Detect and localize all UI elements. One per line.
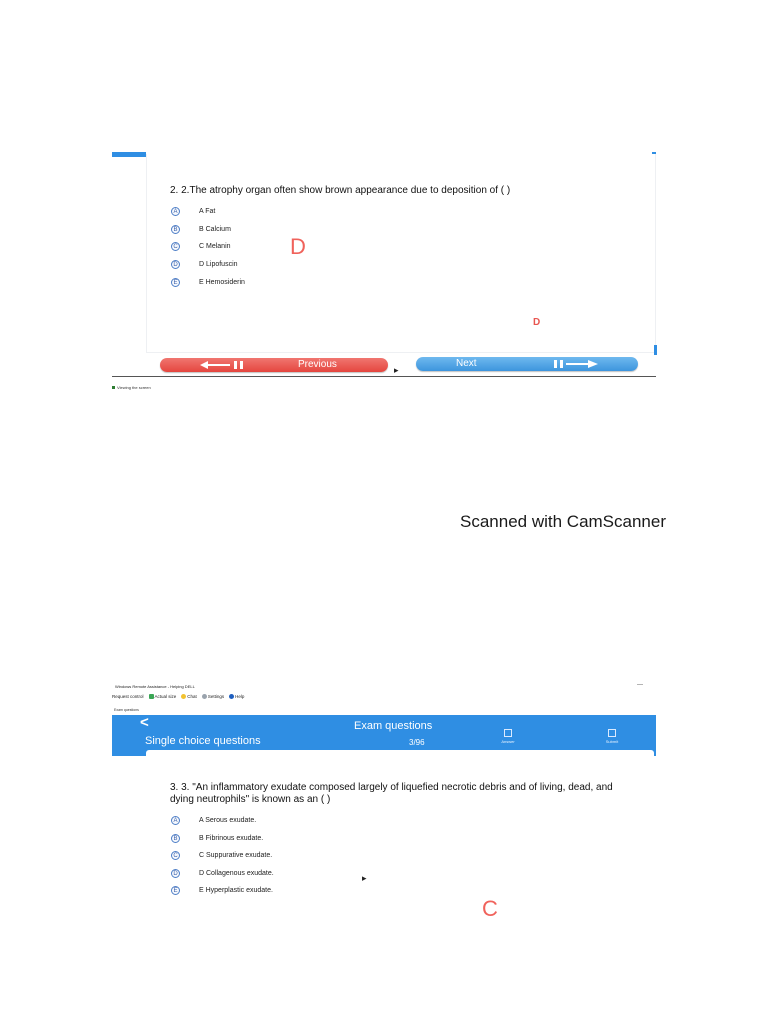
header-accent-left [112,152,146,157]
option-b-label[interactable]: B Calcium [199,226,231,233]
chat-label: Chat [187,694,197,699]
minimize-icon[interactable]: — [637,682,643,688]
answer-sheet-icon [504,729,512,737]
toolbar-actual-size[interactable] [149,694,177,699]
mouse-cursor-icon: ▸ [394,365,399,375]
card-edge-accent [654,345,657,355]
arrow-right-icon [550,359,598,369]
previous-button[interactable] [160,358,388,372]
q2-option-c-label[interactable]: C Suppurative exudate. [199,852,273,859]
window-title: Windows Remote Assistance - Helping DELL [115,684,195,689]
settings-label: Settings [207,694,225,699]
request-control-label: Request control [112,694,144,700]
option-e-label[interactable]: E Hemosiderin [199,279,245,286]
camscanner-watermark: Scanned with CamScanner [460,512,667,531]
previous-label: Previous [298,359,337,370]
actual-size-icon [149,694,154,699]
option-e-radio[interactable]: E [171,278,180,287]
mouse-cursor-icon-2: ▸ [362,873,367,883]
help-label: Help [235,694,245,699]
q2-option-e-radio[interactable]: E [171,886,180,895]
next-button[interactable] [416,357,638,371]
status-text: Viewing the screen [117,385,151,390]
option-d-label[interactable]: D Lipofuscin [199,261,238,268]
next-label: Next [456,358,477,369]
q2-option-d-radio[interactable]: D [171,869,180,878]
actual-size-label: Actual size [154,694,177,699]
submit-icon [608,729,616,737]
handwritten-answer: D [290,234,306,259]
toolbar-help[interactable] [229,694,244,699]
question-card [146,154,656,353]
question-card-2 [146,750,654,947]
submit-label: Submit [605,739,619,744]
question-text: 2. 2.The atrophy organ often show brown appearance due to deposition of ( ) [170,185,511,196]
question-progress: 3/96 [409,738,425,747]
help-icon [229,694,234,699]
question-text-2: 3. 3. "An inflammatory exudate composed largely of liquefied necrotic debris and of living, dead, and dying neutrophils" is known as an ( ) [170,782,613,805]
q2-option-c-radio[interactable]: C [171,851,180,860]
q2-option-d-label[interactable]: D Collagenous exudate. [199,870,274,877]
option-d-radio[interactable]: D [171,260,180,269]
arrow-left-icon [200,360,248,370]
q2-option-a-radio[interactable]: A [171,816,180,825]
toolbar-settings[interactable] [202,694,224,699]
remote-toolbar [112,694,244,699]
app-tab-label: Exam questions [114,708,139,712]
answer-sheet-button[interactable] [493,729,523,744]
status-icon [112,386,115,389]
submit-button[interactable] [597,729,627,744]
handwritten-answer-2: C [482,896,498,921]
option-c-radio[interactable]: C [171,242,180,251]
option-a-label[interactable]: A Fat [199,208,216,215]
q2-option-e-label[interactable]: E Hyperplastic exudate. [199,887,273,894]
chat-icon [181,694,186,699]
answer-mark: D [533,317,541,328]
gear-icon [202,694,207,699]
answer-label: Answer [501,739,515,744]
q2-option-b-radio[interactable]: B [171,834,180,843]
option-a-radio[interactable]: A [171,207,180,216]
toolbar-request-control[interactable] [112,694,144,699]
back-arrow-icon[interactable]: < [140,714,149,731]
section-title: Single choice questions [145,735,261,747]
option-b-radio[interactable]: B [171,225,180,234]
q2-option-b-label[interactable]: B Fibrinous exudate. [199,835,264,842]
taskbar-divider [112,376,656,377]
option-c-label[interactable]: C Melanin [199,243,231,250]
q2-option-a-label[interactable]: A Serous exudate. [199,817,257,824]
toolbar-chat[interactable] [181,694,197,699]
exam-title: Exam questions [354,720,433,732]
